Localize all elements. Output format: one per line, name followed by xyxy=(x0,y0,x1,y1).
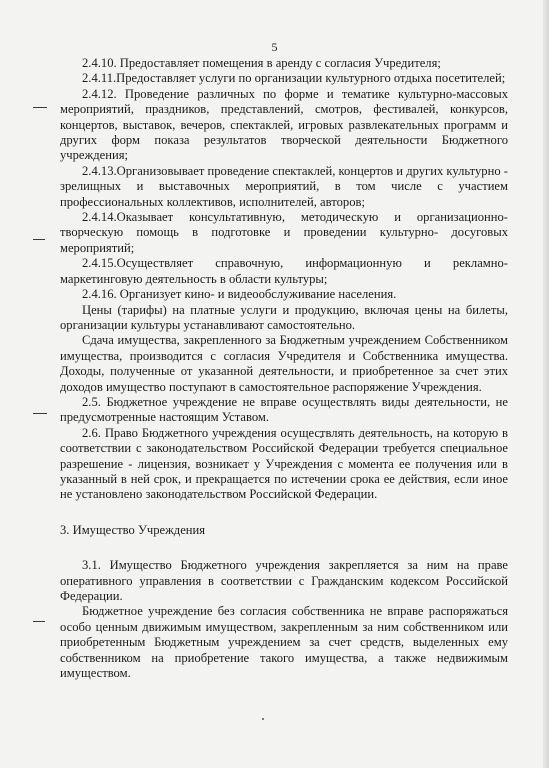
margin-mark xyxy=(33,621,45,622)
clause-2-4-13: 2.4.13.Организовывает проведение спектаклей, концертов и других культурно - зрелищных и выставочных мероприятий, в том числе с участием профессиональных коллективов, исполнителей, авторов; xyxy=(60,163,508,209)
scan-edge xyxy=(543,0,549,768)
prices-paragraph: Цены (тарифы) на платные услуги и продукцию, включая цены на билеты, организации культуры устанавливают самостоятельно. xyxy=(60,302,508,332)
clause-2-4-12: 2.4.12. Проведение различных по форме и тематике культурно-массовых мероприятий, праздников, представлений, смотров, фестивалей, конкурсов, концертов, выставок, вечеров, спектаклей, игровых развлекательных программ и других форм показа результатов творческой деятельности Бюджетного учреждения; xyxy=(60,86,508,163)
clause-2-5: 2.5. Бюджетное учреждение не вправе осуществлять виды деятельности, не предусмотренные настоящим Уставом. xyxy=(60,394,508,425)
margin-mark xyxy=(33,413,47,414)
property-disposal-paragraph: Бюджетное учреждение без согласия собственника не вправе распоряжаться особо ценным движимым имуществом, закрепленным за ним собственником или приобретенным Бюджетным учреждением за счет средств, выделенных ему собственником на приобретение такого имущества, а также недвижимым имуществом. xyxy=(60,604,508,681)
property-lease-paragraph: Сдача имущества, закрепленного за Бюджетным учреждением Собственником имущества, производится с согласия Учредителя и Собственника имущества. Доходы, полученные от указанной деятельности, и приобретенное за счет этих доходов имущество поступают в самостоятельное распоряжение Учреждения. xyxy=(60,333,508,394)
clause-2-4-15: 2.4.15.Осуществляет справочную, информационную и рекламно-маркетинговую деятельность в области культуры; xyxy=(60,256,508,286)
clause-2-4-11: 2.4.11.Предоставляет услуги по организации культурного отдыха посетителей; xyxy=(82,71,506,86)
clause-3-1: 3.1. Имущество Бюджетного учреждения закрепляется за ним на праве оперативного управления в соответствии с Гражданским кодексом Российской Федерации. xyxy=(60,558,508,603)
margin-mark xyxy=(33,107,47,108)
clause-2-4-10: 2.4.10. Предоставляет помещения в аренду с согласия Учредителя; xyxy=(82,56,441,70)
margin-mark xyxy=(33,239,45,240)
section-heading: 3. Имущество Учреждения xyxy=(60,522,206,537)
scan-speck xyxy=(262,718,264,720)
clause-2-4-16: 2.4.16. Организует кино- и видеообслуживание населения. xyxy=(82,287,397,302)
clause-2-4-14: 2.4.14.Оказывает консультативную, методическую и организационно-творческую помощь в подготовке и проведении культурно- досуговых мероприятий; xyxy=(60,210,508,255)
clause-2-6: 2.6. Право Бюджетного учреждения осуществлять деятельность, на которую в соответствии с законодательством Российской Федерации требуется специальное разрешение - лицензия, возникает у Учреждения с момента ее получения или в указанный в ней срок, и прекращается по истечении срока ее действия, если иное не установлено законодательством Российской Федерации. xyxy=(60,425,508,502)
page-number: 5 xyxy=(271,40,278,54)
document-body xyxy=(60,56,508,681)
